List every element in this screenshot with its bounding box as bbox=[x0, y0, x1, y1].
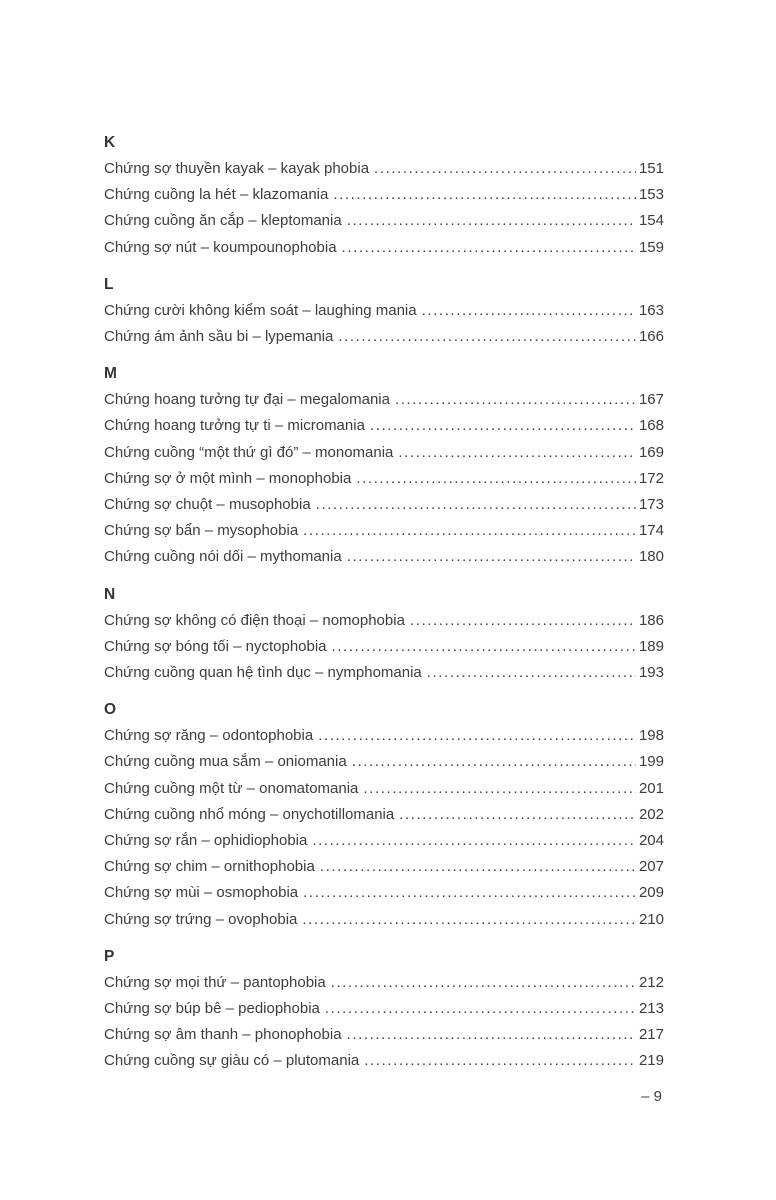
dot-leader bbox=[312, 828, 636, 854]
toc-entry bbox=[104, 828, 664, 854]
entry-page-number: 217 bbox=[638, 1026, 664, 1044]
dot-leader bbox=[399, 802, 636, 828]
toc-entry bbox=[104, 208, 664, 234]
entry-title: Chứng sợ mọi thứ – pantophobia bbox=[104, 973, 326, 991]
entry-page-number: 173 bbox=[638, 496, 664, 514]
dot-leader bbox=[352, 749, 636, 775]
entry-title: Chứng sợ răng – odontophobia bbox=[104, 727, 314, 745]
entry-page-number: 201 bbox=[638, 779, 664, 797]
dot-leader bbox=[342, 235, 636, 261]
dot-leader bbox=[410, 608, 636, 634]
toc-entry bbox=[104, 440, 664, 466]
dot-leader bbox=[374, 156, 636, 182]
section-entries bbox=[104, 387, 664, 570]
entry-page-number: 212 bbox=[638, 973, 664, 991]
entry-title: Chứng sợ không có điện thoại – nomophobia bbox=[104, 611, 405, 629]
entry-page-number: 151 bbox=[638, 160, 664, 177]
entry-title: Chứng cuồng quan hệ tình dục – nymphomania bbox=[104, 664, 422, 682]
dot-leader bbox=[332, 634, 636, 660]
toc-entry bbox=[104, 387, 664, 413]
entry-title: Chứng sợ bóng tối – nyctophobia bbox=[104, 637, 327, 655]
entry-title: Chứng sợ búp bê – pediophobia bbox=[104, 1000, 320, 1018]
section-entries bbox=[104, 723, 664, 933]
entry-page-number: 154 bbox=[638, 212, 664, 230]
toc-entry bbox=[104, 854, 664, 880]
section-entries bbox=[104, 298, 664, 350]
entry-page-number: 209 bbox=[638, 884, 664, 902]
toc-section bbox=[104, 361, 664, 570]
entry-page-number: 193 bbox=[638, 664, 664, 682]
entry-title: Chứng cuồng la hét – klazomania bbox=[104, 186, 329, 204]
dot-leader bbox=[303, 518, 636, 544]
entry-title: Chứng sợ mùi – osmophobia bbox=[104, 884, 299, 902]
dot-leader bbox=[347, 544, 636, 570]
entry-page-number: 213 bbox=[638, 1000, 664, 1018]
entry-title: Chứng ám ảnh sầu bi – lypemania bbox=[104, 328, 334, 346]
dot-leader bbox=[303, 880, 636, 906]
section-entries bbox=[104, 608, 664, 687]
table-of-contents bbox=[104, 130, 664, 1075]
toc-section bbox=[104, 697, 664, 933]
dot-leader bbox=[370, 413, 636, 439]
dot-leader bbox=[331, 970, 636, 996]
section-letter: O bbox=[104, 701, 117, 719]
toc-entry bbox=[104, 996, 664, 1022]
dot-leader bbox=[333, 182, 636, 208]
toc-section bbox=[104, 130, 664, 261]
section-letter: K bbox=[104, 134, 116, 151]
toc-entry bbox=[104, 518, 664, 544]
entry-title: Chứng sợ trứng – ovophobia bbox=[104, 910, 298, 928]
entry-title: Chứng sợ chuột – musophobia bbox=[104, 496, 311, 514]
entry-title: Chứng cuồng nhổ móng – onychotillomania bbox=[104, 805, 395, 823]
toc-entry bbox=[104, 749, 664, 775]
section-entries bbox=[104, 156, 664, 261]
dot-leader bbox=[325, 996, 636, 1022]
dot-leader bbox=[318, 723, 636, 749]
entry-page-number: 210 bbox=[638, 910, 664, 928]
entry-page-number: 167 bbox=[638, 391, 664, 409]
toc-entry bbox=[104, 324, 664, 350]
entry-page-number: 168 bbox=[638, 417, 664, 435]
toc-entry bbox=[104, 235, 664, 261]
entry-page-number: 159 bbox=[638, 238, 664, 256]
toc-section bbox=[104, 272, 664, 350]
dot-leader bbox=[347, 208, 636, 234]
entry-title: Chứng sợ nút – koumpounophobia bbox=[104, 238, 337, 256]
entry-title: Chứng hoang tưởng tự đại – megalomania bbox=[104, 391, 390, 409]
toc-entry bbox=[104, 660, 664, 686]
entry-page-number: 169 bbox=[638, 443, 664, 461]
entry-title: Chứng cười không kiểm soát – laughing mania bbox=[104, 301, 417, 319]
entry-page-number: 198 bbox=[638, 727, 664, 745]
toc-entry bbox=[104, 298, 664, 324]
entry-title: Chứng cuồng một từ – onomatomania bbox=[104, 779, 359, 797]
entry-title: Chứng sợ rắn – ophidiophobia bbox=[104, 832, 308, 850]
entry-page-number: 202 bbox=[638, 805, 664, 823]
toc-entry bbox=[104, 544, 664, 570]
entry-page-number: 163 bbox=[638, 301, 664, 319]
entry-title: Chứng sợ ở một mình – monophobia bbox=[104, 469, 352, 487]
toc-section bbox=[104, 582, 664, 687]
toc-entry bbox=[104, 156, 664, 182]
section-letter: N bbox=[104, 585, 116, 603]
toc-entry bbox=[104, 970, 664, 996]
entry-title: Chứng cuồng sự giàu có – plutomania bbox=[104, 1052, 360, 1070]
dot-leader bbox=[320, 854, 636, 880]
entry-page-number: 153 bbox=[638, 186, 664, 204]
section-entries bbox=[104, 970, 664, 1075]
toc-entry bbox=[104, 907, 664, 933]
entry-page-number: 189 bbox=[638, 637, 664, 655]
entry-page-number: 207 bbox=[638, 858, 664, 876]
entry-page-number: 186 bbox=[638, 611, 664, 629]
toc-entry bbox=[104, 1022, 664, 1048]
toc-entry bbox=[104, 776, 664, 802]
toc-section bbox=[104, 944, 664, 1075]
toc-entry bbox=[104, 634, 664, 660]
entry-page-number: 172 bbox=[638, 469, 664, 487]
toc-entry bbox=[104, 880, 664, 906]
dot-leader bbox=[316, 492, 636, 518]
dot-leader bbox=[302, 907, 636, 933]
dot-leader bbox=[395, 387, 636, 413]
dot-leader bbox=[363, 776, 636, 802]
footer-page-number: – 9 bbox=[641, 1088, 662, 1105]
entry-title: Chứng cuồng ăn cắp – kleptomania bbox=[104, 212, 342, 230]
toc-entry bbox=[104, 492, 664, 518]
entry-page-number: 199 bbox=[638, 753, 664, 771]
toc-entry bbox=[104, 1048, 664, 1074]
toc-entry bbox=[104, 723, 664, 749]
entry-title: Chứng cuồng nói dối – mythomania bbox=[104, 548, 342, 566]
dot-leader bbox=[338, 324, 636, 350]
entry-title: Chứng sợ bẩn – mysophobia bbox=[104, 522, 299, 540]
dot-leader bbox=[422, 298, 636, 324]
entry-title: Chứng cuồng “một thứ gì đó” – monomania bbox=[104, 443, 394, 461]
toc-entry bbox=[104, 413, 664, 439]
dot-leader bbox=[356, 466, 636, 492]
toc-entry bbox=[104, 802, 664, 828]
entry-title: Chứng sợ thuyền kayak – kayak phobia bbox=[104, 160, 370, 177]
dot-leader bbox=[347, 1022, 636, 1048]
toc-entry bbox=[104, 608, 664, 634]
entry-title: Chứng cuồng mua sắm – oniomania bbox=[104, 753, 347, 771]
page-footer bbox=[641, 1088, 662, 1105]
toc-entry bbox=[104, 182, 664, 208]
entry-page-number: 219 bbox=[638, 1052, 664, 1070]
entry-page-number: 204 bbox=[638, 832, 664, 850]
entry-page-number: 180 bbox=[638, 548, 664, 566]
toc-entry bbox=[104, 466, 664, 492]
dot-leader bbox=[427, 660, 636, 686]
section-letter: L bbox=[104, 275, 114, 293]
section-letter: M bbox=[104, 365, 117, 383]
entry-page-number: 166 bbox=[638, 328, 664, 346]
entry-title: Chứng sợ chim – ornithophobia bbox=[104, 858, 315, 876]
section-letter: P bbox=[104, 947, 115, 965]
entry-title: Chứng hoang tưởng tự ti – micromania bbox=[104, 417, 365, 435]
dot-leader bbox=[398, 440, 636, 466]
entry-page-number: 174 bbox=[638, 522, 664, 540]
dot-leader bbox=[364, 1048, 636, 1074]
entry-title: Chứng sợ âm thanh – phonophobia bbox=[104, 1026, 342, 1044]
